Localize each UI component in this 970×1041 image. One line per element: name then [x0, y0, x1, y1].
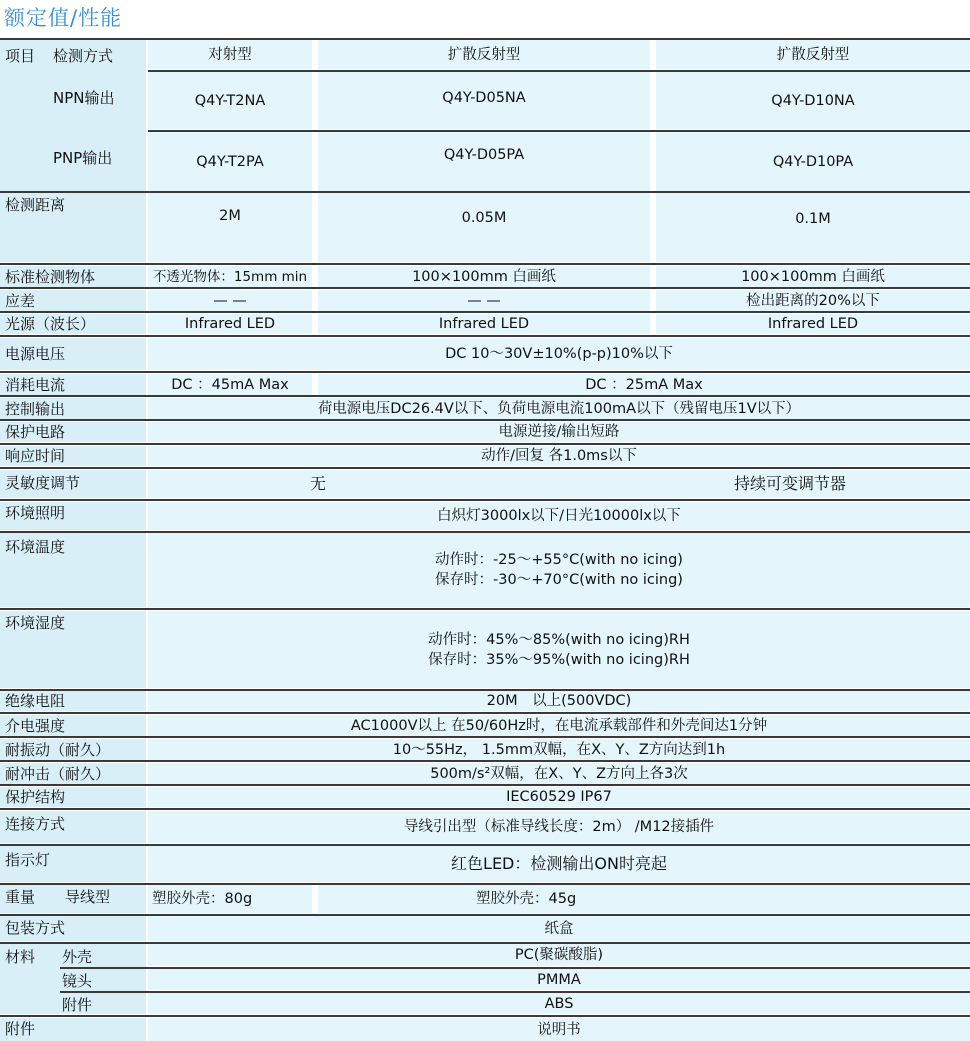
col1-pnp-model: Q4Y-T2PA: [148, 132, 312, 191]
humidity-value: [148, 611, 970, 688]
header-detect-method-label: 检测方式: [53, 47, 114, 65]
hysteresis-col2: — —: [318, 290, 650, 311]
col2-pnp-model: Q4Y-D05PA: [318, 132, 650, 191]
divider: [0, 531, 970, 533]
shock-value: 500m/s²双幅，在X、Y、Z方向上各3次: [148, 763, 970, 784]
divider: [0, 784, 970, 786]
light-source-label: 光源（波长）: [5, 315, 96, 333]
supply-voltage-label: 电源电压: [5, 345, 66, 363]
col3-pnp-model: Q4Y-D10PA: [656, 132, 970, 191]
illumination-value: 白炽灯3000lx以下/日光10000lx以下: [148, 502, 970, 530]
divider: [148, 70, 970, 72]
std-object-label: 标准检测物体: [5, 268, 96, 286]
connection-value: 导线引出型（标准导线长度：2m） /M12接插件: [148, 811, 970, 843]
current-label: 消耗电流: [5, 376, 66, 394]
temperature-storage: 保存时：-30～+70°C(with no icing): [435, 572, 683, 588]
accessories-value: 说明书: [148, 1018, 970, 1041]
header-item-label: 项目: [5, 47, 36, 65]
divider: [0, 263, 970, 265]
divider: [0, 467, 970, 469]
divider: [0, 736, 970, 738]
accessories-label: 附件: [5, 1020, 36, 1038]
material-lens-value: PMMA: [148, 969, 970, 990]
divider: [0, 335, 970, 337]
col2-npn-model: Q4Y-D05NA: [318, 72, 650, 129]
divider: [0, 371, 970, 373]
divider: [0, 419, 970, 421]
page-title: 额定值/性能: [4, 6, 123, 30]
insulation-label: 绝缘电阻: [5, 692, 66, 710]
material-accessory-value: ABS: [148, 993, 970, 1014]
hysteresis-col3: 检出距离的20%以下: [656, 290, 970, 311]
divider: [0, 760, 970, 762]
indicator-label: 指示灯: [5, 851, 51, 869]
current-col1: DC ：45mA Max: [148, 374, 312, 395]
dielectric-label: 介电强度: [5, 717, 66, 735]
material-accessory-label: 附件: [62, 996, 93, 1014]
humidity-storage: 保存时：35%～95%(with no icing)RH: [428, 651, 690, 668]
supply-voltage-value: DC 10～30V±10%(p-p)10%以下: [148, 338, 970, 370]
distance-col3: 0.1M: [656, 193, 970, 262]
distance-col1: 2M: [148, 193, 312, 262]
std-object-col1: 不透光物体：15mm min: [148, 266, 312, 287]
current-col23: DC ：25mA Max: [318, 374, 970, 395]
control-output-label: 控制输出: [5, 400, 66, 418]
insulation-value: 20M 以上(500VDC): [148, 691, 970, 711]
divider: [0, 844, 970, 846]
sensitivity-gap-fill: [488, 470, 610, 498]
material-label: 材料: [5, 948, 36, 966]
divider: [0, 1015, 970, 1017]
material-housing-label: 外壳: [62, 948, 93, 966]
weight-col23: 塑胶外壳：45g: [318, 885, 970, 913]
std-object-col3: 100×100mm 白画纸: [656, 266, 970, 287]
distance-col2: 0.05M: [318, 193, 650, 262]
structure-value: IEC60529 IP67: [148, 787, 970, 807]
divider: [0, 808, 970, 810]
control-output-value: 荷电源电压DC26.4V以下、负荷电源电流100mA以下（残留电压1V以下）: [148, 398, 970, 419]
divider: [0, 311, 970, 313]
protection-label: 保护电路: [5, 423, 66, 441]
hysteresis-label: 应差: [5, 292, 36, 310]
sensitivity-label: 灵敏度调节: [5, 474, 81, 492]
divider: [0, 191, 970, 193]
divider: [0, 499, 970, 501]
divider: [0, 395, 970, 397]
divider: [0, 38, 970, 40]
col2-type: 扩散反射型: [318, 40, 650, 69]
std-object-col2: 100×100mm 白画纸: [318, 266, 650, 287]
structure-label: 保护结构: [5, 788, 66, 806]
humidity-label: 环境湿度: [5, 614, 66, 632]
packaging-value: 纸盒: [148, 916, 970, 941]
illumination-label: 环境照明: [5, 504, 66, 522]
connection-label: 连接方式: [5, 815, 66, 833]
header-npn-label: NPN输出: [53, 89, 115, 107]
divider: [148, 130, 970, 132]
light-source-col2: Infrared LED: [318, 314, 650, 334]
col1-type: 对射型: [148, 40, 312, 69]
divider: [0, 942, 970, 944]
vibration-label: 耐振动（耐久）: [5, 741, 111, 759]
protection-value: 电源逆接/输出短路: [148, 422, 970, 442]
temperature-label: 环境温度: [5, 538, 66, 556]
distance-label: 检测距离: [5, 196, 66, 214]
light-source-col3: Infrared LED: [656, 314, 970, 334]
col3-npn-model: Q4Y-D10NA: [656, 72, 970, 129]
material-housing-value: PC(聚碳酸脂): [148, 944, 970, 966]
material-lens-label: 镜头: [62, 972, 93, 990]
indicator-value: 红色LED：检测输出ON时亮起: [148, 846, 970, 882]
light-source-col1: Infrared LED: [148, 314, 312, 334]
response-value: 动作/回复 各1.0ms以下: [148, 446, 970, 466]
sensitivity-col12: 无: [148, 470, 488, 498]
packaging-label: 包装方式: [5, 919, 66, 937]
sensitivity-col3: 持续可变调节器: [610, 470, 970, 498]
divider: [0, 689, 970, 691]
divider: [0, 883, 970, 885]
weight-sub-label: 导线型: [65, 888, 111, 906]
weight-label: 重量: [5, 888, 36, 906]
dielectric-value: AC1000V以上 在50/60Hz时，在电流承载部件和外壳间达1分钟: [148, 715, 970, 736]
divider: [60, 991, 970, 993]
temperature-value: [148, 533, 970, 607]
divider: [60, 967, 970, 969]
temperature-operating: 动作时：-25～+55°C(with no icing): [435, 552, 683, 568]
shock-label: 耐冲击（耐久）: [5, 765, 111, 783]
response-label: 响应时间: [5, 447, 66, 465]
divider: [0, 287, 970, 289]
divider: [0, 914, 970, 916]
weight-col1: 塑胶外壳：80g: [148, 885, 312, 913]
col1-npn-model: Q4Y-T2NA: [148, 72, 312, 129]
divider: [0, 608, 970, 610]
divider: [0, 443, 970, 445]
col3-type: 扩散反射型: [656, 40, 970, 69]
humidity-operating: 动作时：45%～85%(with no icing)RH: [428, 631, 690, 648]
hysteresis-col1: — —: [148, 290, 312, 311]
vibration-value: 10～55Hz， 1.5mm双幅，在X、Y、Z方向达到1h: [148, 739, 970, 760]
header-pnp-label: PNP输出: [53, 149, 113, 167]
divider: [0, 712, 970, 714]
